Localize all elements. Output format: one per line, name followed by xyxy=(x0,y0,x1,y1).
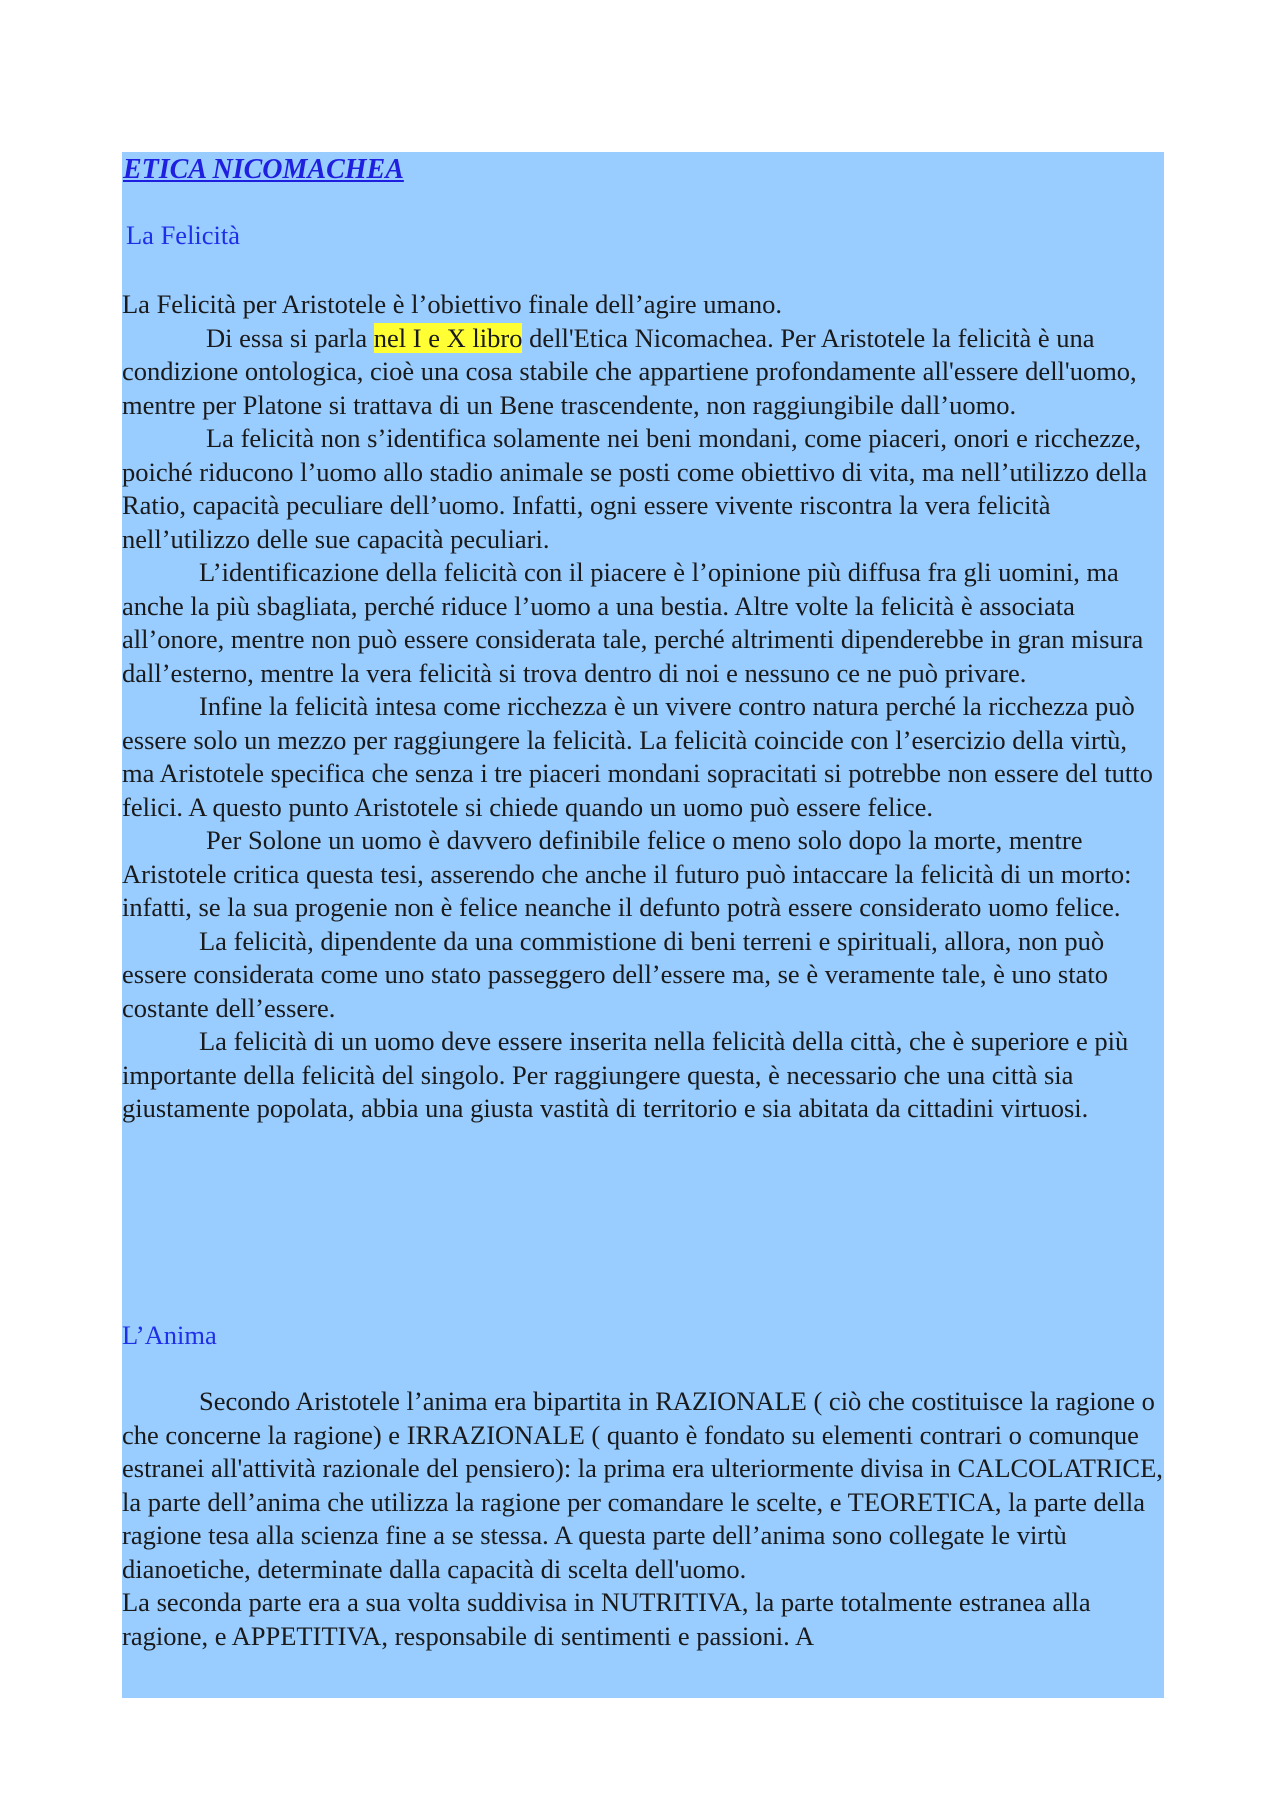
document-block xyxy=(122,152,1164,1698)
paragraph: La felicità, dipendente da una commistione di beni terreni e spirituali, allora, non può essere considerata come uno stato passeggero dell’essere ma, se è veramente tale, è uno stato costante dell’essere. xyxy=(122,925,1108,1023)
paragraph: La felicità di un uomo deve essere inserita nella felicità della città, che è superiore e più importante della felicità del singolo. Per raggiungere questa, è necessario che una città sia giustamente popolata, abbia una giusta vastità di territorio e sia abitata da cittadini virtuosi. xyxy=(122,1026,1129,1123)
paragraph: La seconda parte era a sua volta suddivisa in NUTRITIVA, la parte totalmente estranea alla ragione, e APPETITIVA, responsabile di sentimenti e passioni. A xyxy=(122,1587,1091,1651)
paragraph xyxy=(122,322,1164,423)
paragraph: Per Solone un uomo è davvero definibile felice o meno solo dopo la morte, mentre Aristotele critica questa tesi, asserendo che anche il futuro può intaccare la felicità di un morto: infatti, se la sua progenie non è felice neanche il defunto potrà essere considerato uomo felice. xyxy=(122,825,1132,922)
highlighted-text: nel I e X libro xyxy=(373,322,523,353)
paragraph: L’identificazione della felicità con il piacere è l’opinione più diffusa fra gli uomini, ma anche la più sbagliata, perché riduce l’uomo a una bestia. Altre volte la felicità è associata all’onore, mentre non può essere considerata tale, perché altrimenti dipenderebbe in gran misura dall’esterno, mentre la vera felicità si trova dentro di noi e nessuno ce ne può privare. xyxy=(122,557,1144,688)
paragraph: Secondo Aristotele l’anima era bipartita in RAZIONALE ( ciò che costituisce la ragione o che concerne la ragione) e IRRAZIONALE ( quanto è fondato su elementi contrari o comunque estranei all'attività razionale del pensiero): la prima era ulteriormente divisa in CALCOLATRICE, la parte dell’anima che utilizza la ragione per comandare le scelte, e TEORETICA, la parte della ragione tesa alla scienza fine a se stessa. A questa parte dell’anima sono collegate le virtù dianoetiche, determinate dalla capacità di scelta dell'uomo. xyxy=(122,1386,1163,1584)
document-title: ETICA NICOMACHEA xyxy=(123,154,404,185)
section-body-felicita xyxy=(122,288,1164,1126)
section-heading-felicita: La Felicità xyxy=(126,220,241,250)
section-heading-anima: L’Anima xyxy=(122,1320,217,1350)
section-body-anima xyxy=(122,1385,1164,1653)
paragraph-text: dell'Etica Nicomachea. Per Aristotele la felicità è una condizione ontologica, cioè una cosa stabile che appartiene profondamente all'essere dell'uomo, mentre per Platone si trattava di un Bene trascendente, non raggiungibile dall’uomo. xyxy=(122,322,1137,420)
paragraph-text: Di essa si parla xyxy=(206,322,374,353)
paragraph: La felicità non s’identifica solamente nei beni mondani, come piaceri, onori e ricchezze, poiché riducono l’uomo allo stadio animale se posti come obiettivo di vita, ma nell’utilizzo della Ratio, capacità peculiare dell’uomo. Infatti, ogni essere vivente riscontra la vera felicità nell’utilizzo delle sue capacità peculiari. xyxy=(122,423,1148,554)
paragraph: La Felicità per Aristotele è l’obiettivo finale dell’agire umano. xyxy=(122,289,783,319)
paragraph: Infine la felicità intesa come ricchezza è un vivere contro natura perché la ricchezza può essere solo un mezzo per raggiungere la felicità. La felicità coincide con l’esercizio della virtù, ma Aristotele specifica che senza i tre piaceri mondani sopracitati si potrebbe non essere del tutto felici. A questo punto Aristotele si chiede quando un uomo può essere felice. xyxy=(122,691,1153,822)
